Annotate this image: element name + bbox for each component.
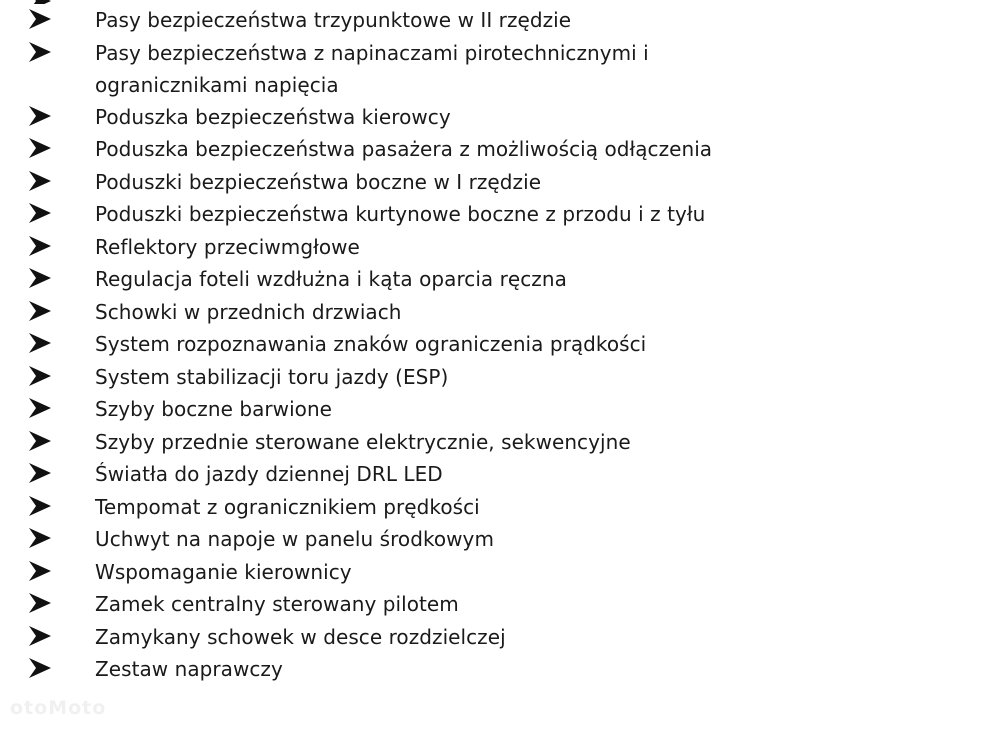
arrowhead-bullet-icon (28, 657, 52, 679)
list-item (0, 523, 988, 556)
list-item-label: Światła do jazdy dziennej DRL LED (95, 462, 443, 486)
list-item-label: Pasy bezpieczeństwa z napinaczami pirotechnicznymi i ogranicznikami napięcia (95, 40, 649, 97)
list-item (0, 263, 988, 296)
arrowhead-bullet-icon (28, 267, 52, 289)
arrowhead-bullet-icon (28, 462, 52, 484)
arrowhead-bullet-icon (28, 41, 52, 63)
list-item (0, 4, 988, 37)
equipment-list (0, 4, 988, 686)
arrowhead-bullet-icon (28, 495, 52, 517)
list-item (0, 328, 988, 361)
list-item (0, 426, 988, 459)
list-item-label: System rozpoznawania znaków ograniczenia prądkości (95, 332, 647, 356)
list-item-label: Wspomaganie kierownicy (95, 559, 352, 584)
list-item-label: Szyby przednie sterowane elektrycznie, sekwencyjne (95, 429, 631, 454)
list-item-label: Poduszki bezpieczeństwa kurtynowe boczne z przodu i z tyłu (95, 202, 706, 226)
arrowhead-bullet-icon (28, 592, 52, 614)
list-item (0, 393, 988, 426)
list-item-label: Reflektory przeciwmgłowe (95, 234, 360, 259)
list-item (0, 621, 988, 654)
arrowhead-bullet-icon (28, 365, 52, 387)
list-item (0, 491, 988, 524)
list-item (0, 296, 988, 329)
arrowhead-bullet-icon (28, 300, 52, 322)
list-item (0, 101, 988, 134)
arrowhead-bullet-icon (28, 527, 52, 549)
list-item (0, 37, 988, 101)
list-item (0, 231, 988, 264)
list-item (0, 166, 988, 199)
list-item (0, 653, 988, 686)
list-item (0, 588, 988, 621)
list-item-label: Schowki w przednich drzwiach (95, 299, 402, 324)
list-item-label: Zamek centralny sterowany pilotem (95, 592, 459, 616)
arrowhead-bullet-icon (28, 170, 52, 192)
arrowhead-bullet-icon (28, 560, 52, 582)
list-item (0, 133, 988, 166)
arrowhead-bullet-icon (28, 430, 52, 452)
list-item (0, 458, 988, 491)
list-item-label: Poduszki bezpieczeństwa boczne w I rzędzie (95, 169, 542, 194)
list-item (0, 361, 988, 394)
arrowhead-bullet-icon (28, 8, 52, 30)
arrowhead-bullet-icon (28, 137, 52, 159)
arrowhead-bullet-icon (28, 332, 52, 354)
list-item-label: Poduszka bezpieczeństwa pasażera z możliwością odłączenia (95, 137, 713, 161)
list-item-label: Uchwyt na napoje w panelu środkowym (95, 527, 494, 551)
list-item (0, 198, 988, 231)
arrowhead-bullet-icon (28, 235, 52, 257)
arrowhead-bullet-icon (28, 397, 52, 419)
list-item-label: Regulacja foteli wzdłużna i kąta oparcia ręczna (95, 267, 567, 291)
list-item-label: Pasy bezpieczeństwa trzypunktowe w II rzędzie (95, 8, 572, 32)
list-item-label: Zamykany schowek w desce rozdzielczej (95, 624, 506, 649)
arrowhead-bullet-icon (28, 105, 52, 127)
list-item-label: Szyby boczne barwione (95, 397, 333, 421)
list-item-label: Poduszka bezpieczeństwa kierowcy (95, 104, 451, 129)
arrowhead-bullet-icon (28, 202, 52, 224)
list-item-label: Zestaw naprawczy (95, 657, 283, 681)
list-item (0, 556, 988, 589)
list-item-label: Tempomat z ogranicznikiem prędkości (95, 494, 480, 519)
list-item-label: System stabilizacji toru jazdy (ESP) (95, 364, 449, 389)
arrowhead-bullet-icon (28, 625, 52, 647)
watermark: otoMoto (10, 697, 107, 719)
